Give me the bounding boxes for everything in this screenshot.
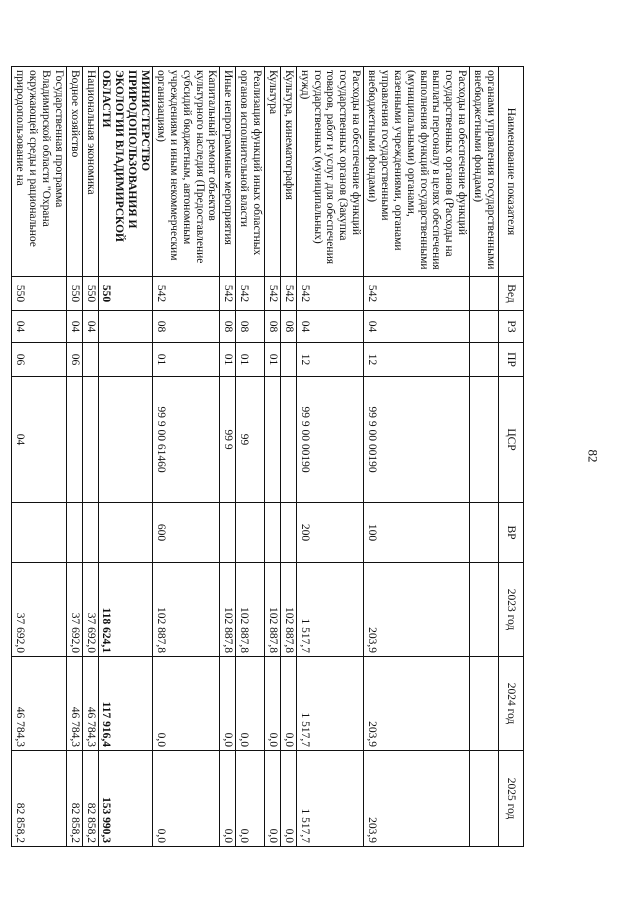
cell-rz: 08 [236,311,265,343]
cell-csr [82,377,98,503]
cell-value-2024: 203,9 [364,657,470,751]
cell-vr: 600 [153,503,220,563]
cell-rz: 04 [364,311,470,343]
cell-pr: 06 [12,343,67,377]
cell-value-2025: 1 517,7 [296,751,363,847]
cell-value-2023: 203,9 [364,563,470,657]
cell-value-2024: 46 784,3 [12,657,67,751]
cell-csr: 99 9 [220,377,236,503]
cell-value-2025: 0,0 [220,751,236,847]
cell-pr: 12 [364,343,470,377]
cell-vr [236,503,265,563]
cell-value-2025: 82 858,2 [82,751,98,847]
cell-vr [281,503,297,563]
cell-vr [265,503,281,563]
cell-rz: 04 [82,311,98,343]
header-rz: РЗ [499,311,524,343]
cell-rz [98,311,153,343]
cell-rz: 08 [265,311,281,343]
cell-csr: 99 9 00 00190 [364,377,470,503]
budget-table [11,66,524,847]
cell-value-2023: 102 887,8 [265,563,281,657]
header-2023: 2023 год [499,563,524,657]
cell-pr: 12 [296,343,363,377]
cell-value-2023: 37 692,0 [82,563,98,657]
cell-csr [470,377,499,503]
cell-csr [98,377,153,503]
cell-csr: 99 [236,377,265,503]
cell-value-2023: 102 887,8 [236,563,265,657]
header-csr: ЦСР [499,377,524,503]
table-row [220,67,236,847]
table-row [281,67,297,847]
cell-value-2025: 0,0 [265,751,281,847]
cell-value-2023: 102 887,8 [220,563,236,657]
cell-pr: 01 [265,343,281,377]
cell-pr [98,343,153,377]
rotated-table-container [14,66,524,846]
cell-ved: 542 [296,277,363,311]
cell-csr [281,377,297,503]
cell-vr [98,503,153,563]
table-row [66,67,82,847]
cell-ved [470,277,499,311]
cell-rz: 04 [66,311,82,343]
cell-pr: 01 [220,343,236,377]
cell-rz [470,311,499,343]
cell-value-2025: 203,9 [364,751,470,847]
header-ved: Вед [499,277,524,311]
cell-vr [12,503,67,563]
cell-ved: 550 [98,277,153,311]
cell-value-2023: 37 692,0 [66,563,82,657]
cell-pr: 06 [66,343,82,377]
cell-pr [82,343,98,377]
cell-pr [281,343,297,377]
cell-name: Культура [265,67,281,277]
header-pr: ПР [499,343,524,377]
cell-ved: 542 [220,277,236,311]
table-row [364,67,470,847]
table-body [12,67,499,847]
cell-rz: 08 [153,311,220,343]
cell-value-2024: 0,0 [220,657,236,751]
cell-vr [470,503,499,563]
cell-value-2023: 37 692,0 [12,563,67,657]
cell-value-2023: 118 624,1 [98,563,153,657]
cell-value-2024: 46 784,3 [82,657,98,751]
header-name: Наименование показателя [499,67,524,277]
cell-value-2024: 46 784,3 [66,657,82,751]
cell-value-2025: 0,0 [153,751,220,847]
cell-value-2025: 82 858,2 [12,751,67,847]
cell-value-2025: 0,0 [281,751,297,847]
cell-name: Государственная программа Владимирской области "Охрана окружающей среды и рациональное природопользование на [12,67,67,277]
cell-rz: 08 [220,311,236,343]
cell-rz: 08 [281,311,297,343]
cell-name: Водное хозяйство [66,67,82,277]
cell-ved: 542 [236,277,265,311]
cell-name: органами управления государственными внебюджетными фондами) [470,67,499,277]
table-row [236,67,265,847]
cell-name: МИНИСТЕРСТВО ПРИРОДОПОЛЬЗОВАНИЯ И ЭКОЛОГИИ ВЛАДИМИРСКОЙ ОБЛАСТИ [98,67,153,277]
cell-ved: 550 [12,277,67,311]
cell-ved: 542 [281,277,297,311]
cell-value-2024: 0,0 [265,657,281,751]
cell-name: Национальная экономика [82,67,98,277]
table-row [12,67,67,847]
cell-value-2024: 0,0 [153,657,220,751]
cell-name: Культура, кинематография [281,67,297,277]
table-header-row [499,67,524,847]
header-2025: 2025 год [499,751,524,847]
cell-name: Расходы на обеспечение функций государственных органов (Закупка товаров, работ и услуг для обеспечения государственных (муниципальных) нужд) [296,67,363,277]
table-row [82,67,98,847]
cell-vr [66,503,82,563]
cell-csr [265,377,281,503]
cell-vr [220,503,236,563]
cell-value-2024: 1 517,7 [296,657,363,751]
table-row [470,67,499,847]
cell-pr: 01 [153,343,220,377]
cell-value-2023: 102 887,8 [281,563,297,657]
table-row [153,67,220,847]
cell-vr: 100 [364,503,470,563]
cell-pr [470,343,499,377]
table-row [98,67,153,847]
cell-value-2024: 0,0 [236,657,265,751]
table-row [296,67,363,847]
header-vr: ВР [499,503,524,563]
cell-value-2025: 0,0 [236,751,265,847]
cell-vr [82,503,98,563]
cell-ved: 550 [82,277,98,311]
cell-ved: 550 [66,277,82,311]
cell-rz: 04 [296,311,363,343]
cell-value-2025: 153 990,3 [98,751,153,847]
cell-name: Реализация функций иных областных органов исполнительной власти [236,67,265,277]
cell-value-2023: 102 887,8 [153,563,220,657]
cell-value-2025 [470,751,499,847]
cell-value-2024 [470,657,499,751]
cell-name: Иные непрограммные мероприятия [220,67,236,277]
cell-value-2024: 0,0 [281,657,297,751]
header-2024: 2024 год [499,657,524,751]
cell-vr: 200 [296,503,363,563]
cell-rz: 04 [12,311,67,343]
cell-csr: 04 [12,377,67,503]
cell-ved: 542 [153,277,220,311]
table-row [265,67,281,847]
cell-name: Расходы на обеспечение функций государственных органов (Расходы на выплаты персоналу в целях обеспечения выполнения функций государственными (муниципальными) органами, казенными учреждениями, органами управления государственными внебюджетными фондами) [364,67,470,277]
cell-value-2025: 82 858,2 [66,751,82,847]
cell-value-2023: 1 517,7 [296,563,363,657]
cell-csr: 99 9 00 61460 [153,377,220,503]
cell-ved: 542 [265,277,281,311]
cell-pr: 01 [236,343,265,377]
cell-name: Капитальный ремонт объектов культурного наследия (Предоставление субсидий бюджетным, автономным учреждениям и иным некоммерческим организациям) [153,67,220,277]
cell-ved: 542 [364,277,470,311]
page-number: 82 [585,449,601,463]
cell-csr [66,377,82,503]
cell-csr: 99 9 00 00190 [296,377,363,503]
cell-value-2024: 117 916,4 [98,657,153,751]
cell-value-2023 [470,563,499,657]
